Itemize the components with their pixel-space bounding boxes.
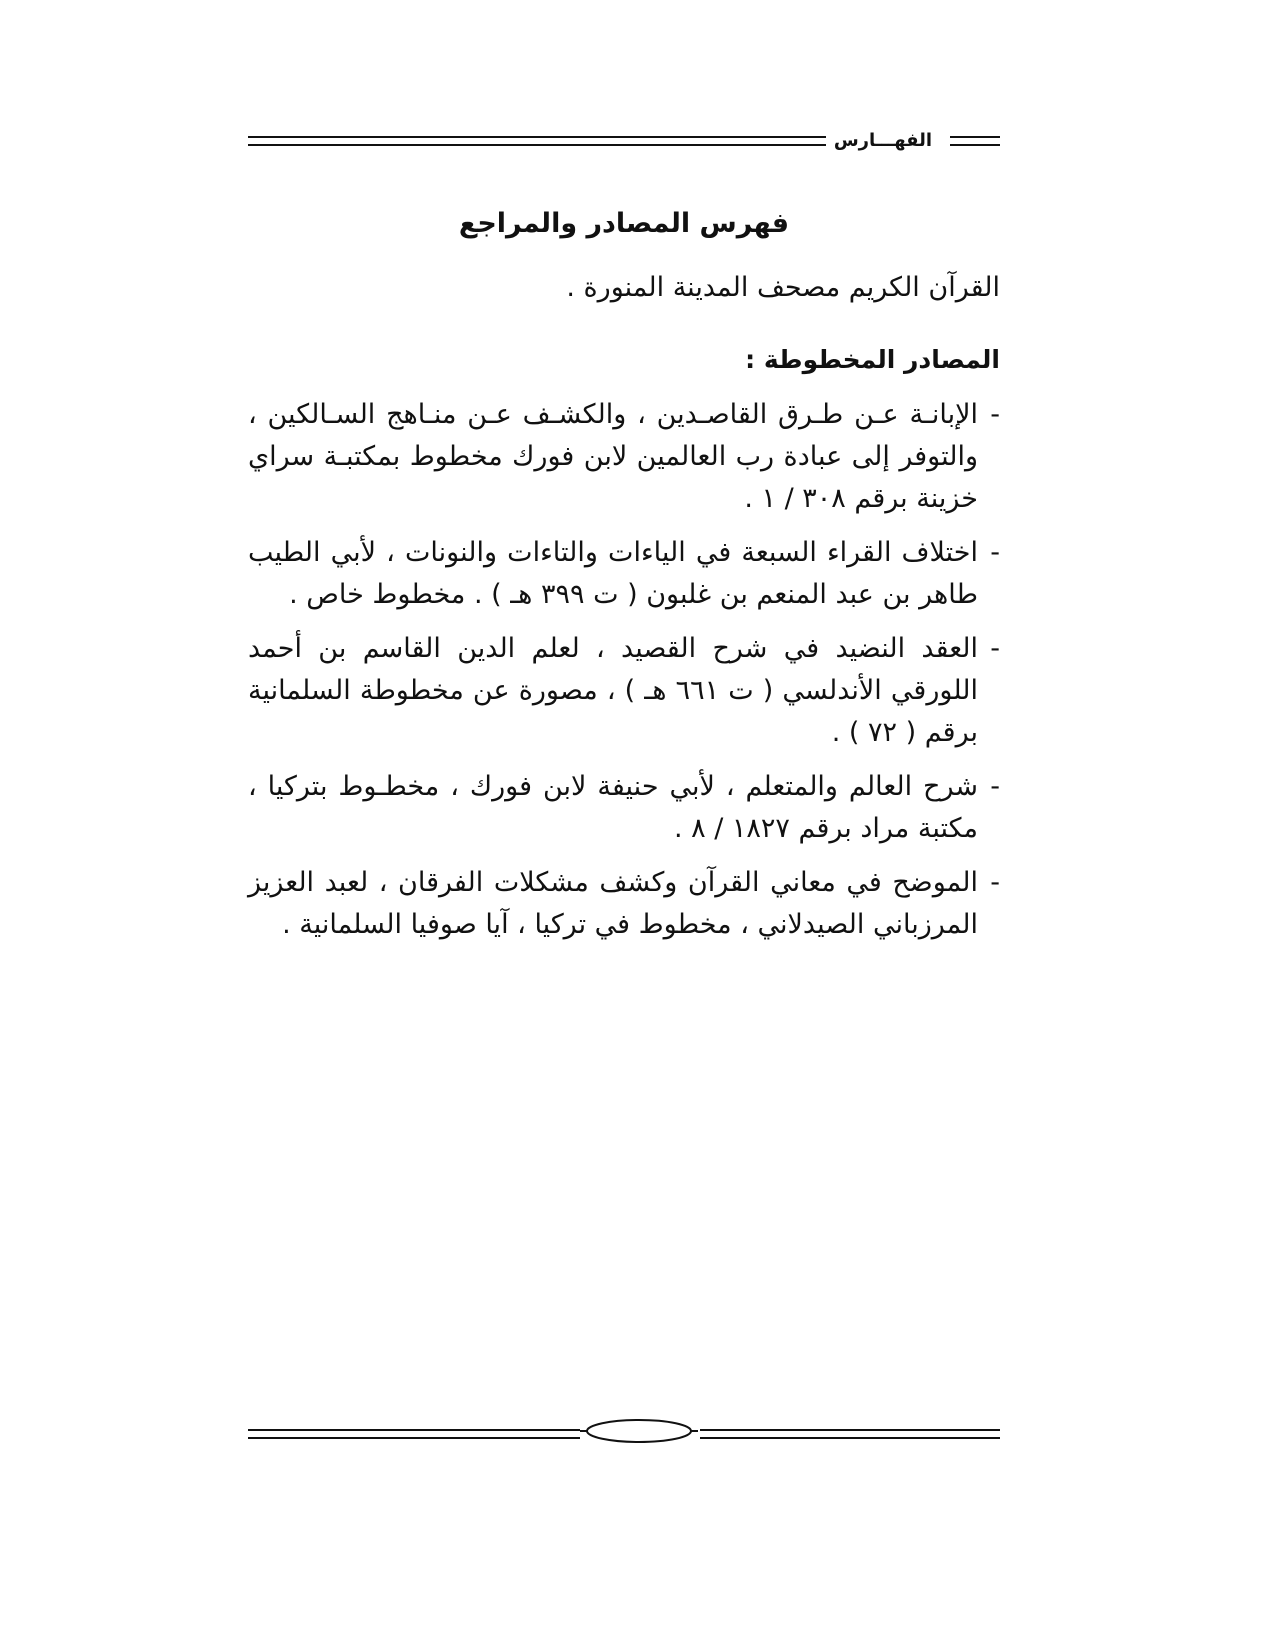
reference-dash: -	[990, 771, 1000, 802]
footer-rule-left	[248, 1429, 580, 1439]
reference-dash: -	[990, 399, 1000, 430]
footer-rule-right	[700, 1429, 1000, 1439]
page-number-oval	[580, 1418, 698, 1444]
reference-item	[248, 766, 1000, 850]
quran-entry: القرآن الكريم مصحف المدينة المنورة .	[566, 272, 1000, 303]
reference-dash: -	[990, 867, 1000, 898]
reference-text: الموضح في معاني القرآن وكشف مشكلات الفرقان ، لعبد العزيز المرزباني الصيدلاني ، مخطوط في تركيا ، آيا صوفيا السلمانية .	[248, 867, 978, 940]
reference-text: اختلاف القراء السبعة في الياءات والتاءات والنونات ، لأبي الطيب طاهر بن عبد المنعم بن غلبون ( ت ٣٩٩ هـ ) . مخطوط خاص .	[248, 537, 978, 610]
reference-item	[248, 628, 1000, 754]
reference-text: شرح العالم والمتعلم ، لأبي حنيفة لابن فورك ، مخطـوط بتركيا ، مكتبة مراد برقم ١٨٢٧ / ٨ .	[248, 771, 978, 844]
running-header	[248, 130, 1000, 152]
reference-dash: -	[990, 633, 1000, 664]
reference-item	[248, 532, 1000, 616]
page-heading: فهرس المصادر والمراجع	[458, 208, 790, 239]
reference-text: الإبانـة عـن طـرق القاصـدين ، والكشـف عـن منـاهج السـالكين ، والتوفر إلى عبادة رب العالمين لابن فورك مخطوط بمكتبـة سراي خزينة برقم ٣٠٨ / ١ .	[248, 399, 978, 514]
running-header-title: الفهـــارس	[826, 130, 940, 152]
reference-item	[248, 862, 1000, 946]
reference-text: العقد النضيد في شرح القصيد ، لعلم الدين القاسم بن أحمد اللورقي الأندلسي ( ت ٦٦١ هـ ) ، مصورة عن مخطوطة السلمانية برقم ( ٧٢ ) .	[248, 633, 978, 748]
section-heading-manuscripts: المصادر المخطوطة :	[745, 345, 1000, 374]
page-content	[248, 200, 1000, 958]
header-rule-right	[950, 136, 1000, 146]
page-footer	[248, 1418, 1000, 1448]
header-rule-left	[248, 136, 848, 146]
reference-dash: -	[990, 537, 1000, 568]
reference-item	[248, 394, 1000, 520]
reference-list	[248, 394, 1000, 946]
